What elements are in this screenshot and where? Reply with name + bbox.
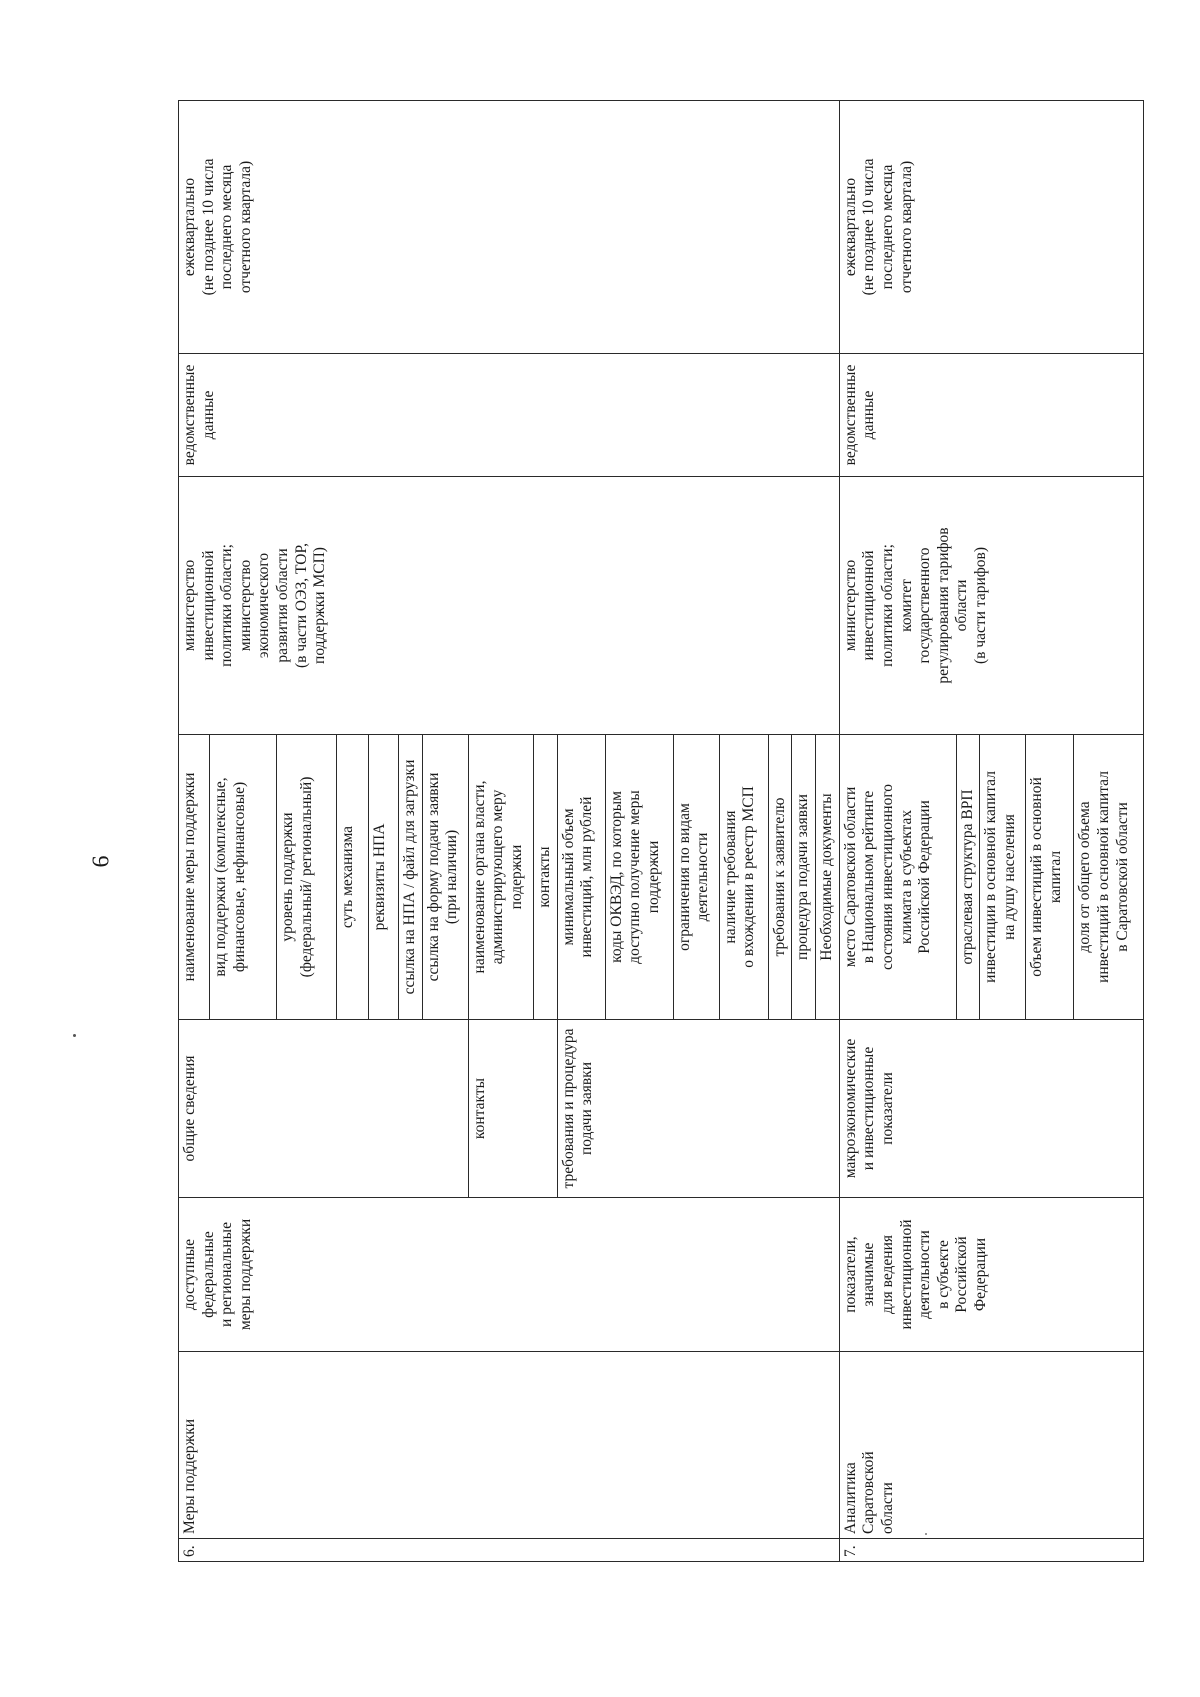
item-cell: наличие требования о вхождении в реестр МСП (719, 734, 768, 1019)
item-cell: суть механизма (337, 734, 369, 1019)
item-cell: место Саратовской области в Национальном рейтинге состояния инвестиционного климата в субъектах Российской Федерации (839, 734, 956, 1019)
item-cell: Необходимые документы (816, 734, 840, 1019)
source-cell: ведомственные данные (179, 353, 840, 476)
source-cell: ведомственные данные (839, 353, 1144, 476)
item-cell: ссылка на НПА / файл для загрузки (399, 734, 423, 1019)
scan-speck (73, 1034, 76, 1037)
frequency-cell: ежеквартально (не позднее 10 числа последнего месяца отчетного квартала) (839, 100, 1144, 353)
item-cell: ограничения по видам деятельности (673, 734, 719, 1019)
category-cell: общие сведения (179, 1019, 469, 1197)
row-number: 7. (839, 1539, 1144, 1562)
item-cell: процедура подачи заявки (792, 734, 816, 1019)
table-row (179, 100, 210, 1561)
category-cell: требования и процедура подачи заявки (557, 1019, 839, 1197)
item-cell: наименование меры поддержки (179, 734, 210, 1019)
item-cell: инвестиции в основной капитал на душу населения (980, 734, 1026, 1019)
item-cell: наименование органа власти, администрирующего меру подержки (468, 734, 533, 1019)
item-cell: ссылка на форму подачи заявки (при наличии) (422, 734, 468, 1019)
category-cell: макроэкономические и инвестиционные показатели (839, 1019, 1144, 1197)
responsible-cell: министерство инвестиционной политики области; комитет государственного регулирования тарифов области (в части тарифов) (839, 476, 1144, 734)
table-row (839, 100, 956, 1561)
item-cell: минимальный объем инвестиций, млн рублей (557, 734, 605, 1019)
item-cell: вид поддержки (комплексные, финансовые, нефинансовые) (210, 734, 277, 1019)
row-number: 6. (179, 1539, 840, 1562)
section-name: Меры поддержки (179, 1352, 840, 1539)
item-cell: доля от общего объема инвестиций в основной капитал в Саратовской области (1074, 734, 1144, 1019)
item-cell: контакты (533, 734, 557, 1019)
page-number: 6 (88, 855, 115, 868)
item-cell: уровень поддержки (федеральный/ региональный) (277, 734, 337, 1019)
item-cell: реквизиты НПА (369, 734, 399, 1019)
item-cell: коды ОКВЭД, по которым доступно получение меры поддержки (605, 734, 673, 1019)
information-cell: доступные федеральные и региональные меры поддержки (179, 1198, 840, 1352)
information-cell: показатели, значимые для ведения инвестиционной деятельности в субъекте Российской Федерации (839, 1198, 1144, 1352)
frequency-cell: ежеквартально (не позднее 10 числа последнего месяца отчетного квартала) (179, 100, 840, 353)
rotated-table-container (178, 101, 1131, 1562)
responsible-cell: министерство инвестиционной политики области; министерство экономического развития области (в части ОЭЗ, ТОР, поддержки МСП) (179, 476, 840, 734)
item-cell: объем инвестиций в основной капитал (1026, 734, 1074, 1019)
item-cell: требования к заявителю (768, 734, 792, 1019)
data-table (178, 100, 1144, 1562)
section-name: Аналитика Саратовской области (839, 1352, 1144, 1539)
category-cell: контакты (468, 1019, 557, 1197)
item-cell: отраслевая структура ВРП (956, 734, 980, 1019)
